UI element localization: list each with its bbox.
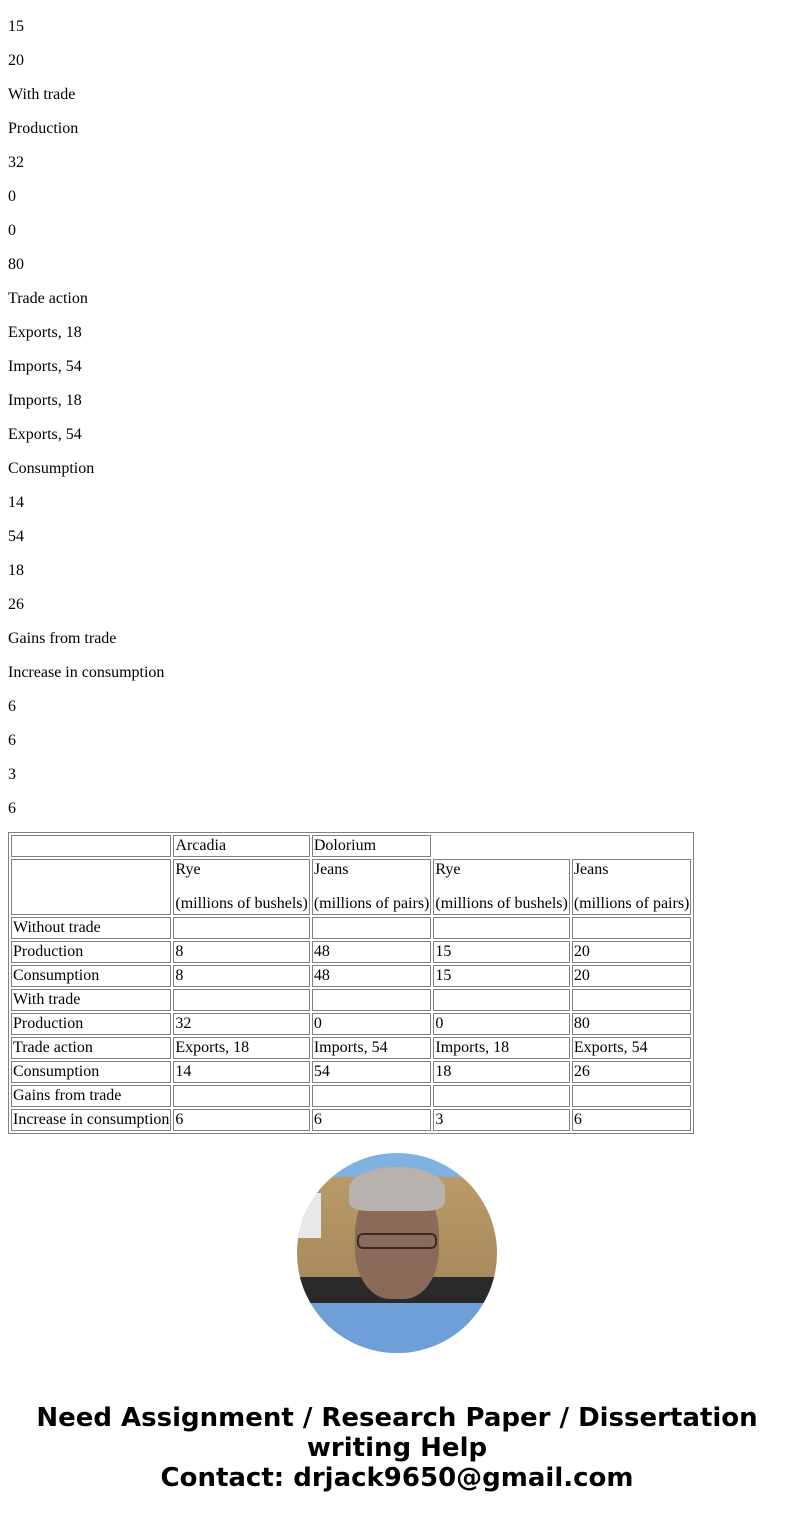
table-cell: 54 xyxy=(312,1061,432,1083)
contact-banner xyxy=(0,1403,794,1493)
table-row xyxy=(11,1013,691,1035)
good-name: Jeans xyxy=(573,861,609,878)
table-cell: 3 xyxy=(433,1109,569,1131)
table-cell xyxy=(173,917,309,939)
column-header xyxy=(312,859,432,915)
table-cell xyxy=(572,917,692,939)
paragraph: 0 xyxy=(8,188,16,205)
document-content xyxy=(8,0,694,1134)
paragraph: 54 xyxy=(8,528,24,545)
paragraph: 6 xyxy=(8,800,16,817)
footer-line-1: Need Assignment / Research Paper / Dissertation xyxy=(36,1403,758,1433)
table-cell: 8 xyxy=(173,965,309,987)
paragraph: Exports, 18 xyxy=(8,324,82,341)
table-cell: Exports, 18 xyxy=(173,1037,309,1059)
row-label: Production xyxy=(11,1013,171,1035)
table-cell xyxy=(312,1085,432,1107)
table-cell: Imports, 54 xyxy=(312,1037,432,1059)
row-label: Increase in consumption xyxy=(11,1109,171,1131)
table-cell xyxy=(572,1085,692,1107)
paragraph: 15 xyxy=(8,18,24,35)
row-label: Without trade xyxy=(11,917,171,939)
paragraph: Exports, 54 xyxy=(8,426,82,443)
paragraph: 14 xyxy=(8,494,24,511)
row-label: Consumption xyxy=(11,965,171,987)
table-cell: 20 xyxy=(572,965,692,987)
table-cell: 48 xyxy=(312,941,432,963)
unit: (millions of pairs) xyxy=(313,895,430,912)
table-cell: 6 xyxy=(312,1109,432,1131)
table-row xyxy=(11,1061,691,1083)
good-name: Jeans xyxy=(313,861,349,878)
table-cell xyxy=(433,917,569,939)
paragraph: Production xyxy=(8,120,79,137)
table-cell: 6 xyxy=(572,1109,692,1131)
row-label: Trade action xyxy=(11,1037,171,1059)
table-row xyxy=(11,1109,691,1131)
paragraph: 6 xyxy=(8,698,16,715)
table-cell xyxy=(312,917,432,939)
table-cell xyxy=(173,1085,309,1107)
paragraph: Trade action xyxy=(8,290,88,307)
country-header: Arcadia xyxy=(173,835,309,857)
empty-cell xyxy=(11,859,171,915)
row-label: Consumption xyxy=(11,1061,171,1083)
table-row xyxy=(11,835,691,857)
table-row xyxy=(11,859,691,915)
paragraph-list xyxy=(8,18,694,818)
table-cell: 0 xyxy=(312,1013,432,1035)
empty-cell xyxy=(11,835,171,857)
footer-contact: Contact: drjack9650@gmail.com xyxy=(160,1463,634,1493)
paragraph: Imports, 18 xyxy=(8,392,82,409)
table-cell: 8 xyxy=(173,941,309,963)
table-cell xyxy=(173,989,309,1011)
table-cell: Imports, 18 xyxy=(433,1037,569,1059)
paragraph: Consumption xyxy=(8,460,95,477)
row-label: Production xyxy=(11,941,171,963)
good-name: Rye xyxy=(175,861,201,878)
paragraph: With trade xyxy=(8,86,76,103)
paragraph: 0 xyxy=(8,222,16,239)
country-header: Dolorium xyxy=(312,835,432,857)
paragraph: Gains from trade xyxy=(8,630,117,647)
row-label: Gains from trade xyxy=(11,1085,171,1107)
paragraph: 6 xyxy=(8,732,16,749)
row-label: With trade xyxy=(11,989,171,1011)
table-cell: 6 xyxy=(173,1109,309,1131)
table-cell xyxy=(433,1085,569,1107)
table-cell: 80 xyxy=(572,1013,692,1035)
paragraph: 32 xyxy=(8,154,24,171)
unit: (millions of bushels) xyxy=(175,895,308,912)
paragraph: 3 xyxy=(8,766,16,783)
table-cell xyxy=(433,989,569,1011)
table-cell: 48 xyxy=(312,965,432,987)
column-header xyxy=(433,859,569,915)
table-cell xyxy=(572,989,692,1011)
table-row xyxy=(11,1085,691,1107)
table-cell: 18 xyxy=(433,1061,569,1083)
paragraph: 26 xyxy=(8,596,24,613)
table-row xyxy=(11,917,691,939)
good-name: Rye xyxy=(435,861,461,878)
table-cell: 15 xyxy=(433,941,569,963)
paragraph: Increase in consumption xyxy=(8,664,165,681)
paragraph: 80 xyxy=(8,256,24,273)
table-row xyxy=(11,965,691,987)
table-cell: Exports, 54 xyxy=(572,1037,692,1059)
footer-line-2: writing Help xyxy=(306,1433,488,1463)
table-cell: 32 xyxy=(173,1013,309,1035)
table-cell: 20 xyxy=(572,941,692,963)
paragraph: 20 xyxy=(8,52,24,69)
table-cell xyxy=(312,989,432,1011)
paragraph: Imports, 54 xyxy=(8,358,82,375)
paragraph: 18 xyxy=(8,562,24,579)
unit: (millions of bushels) xyxy=(435,895,568,912)
author-photo xyxy=(297,1153,497,1353)
trade-table xyxy=(8,832,694,1134)
table-cell: 0 xyxy=(433,1013,569,1035)
column-header xyxy=(572,859,692,915)
table-cell: 14 xyxy=(173,1061,309,1083)
unit: (millions of pairs) xyxy=(573,895,690,912)
column-header xyxy=(173,859,309,915)
table-cell: 15 xyxy=(433,965,569,987)
table-cell: 26 xyxy=(572,1061,692,1083)
table-row xyxy=(11,941,691,963)
table-row xyxy=(11,1037,691,1059)
table-row xyxy=(11,989,691,1011)
